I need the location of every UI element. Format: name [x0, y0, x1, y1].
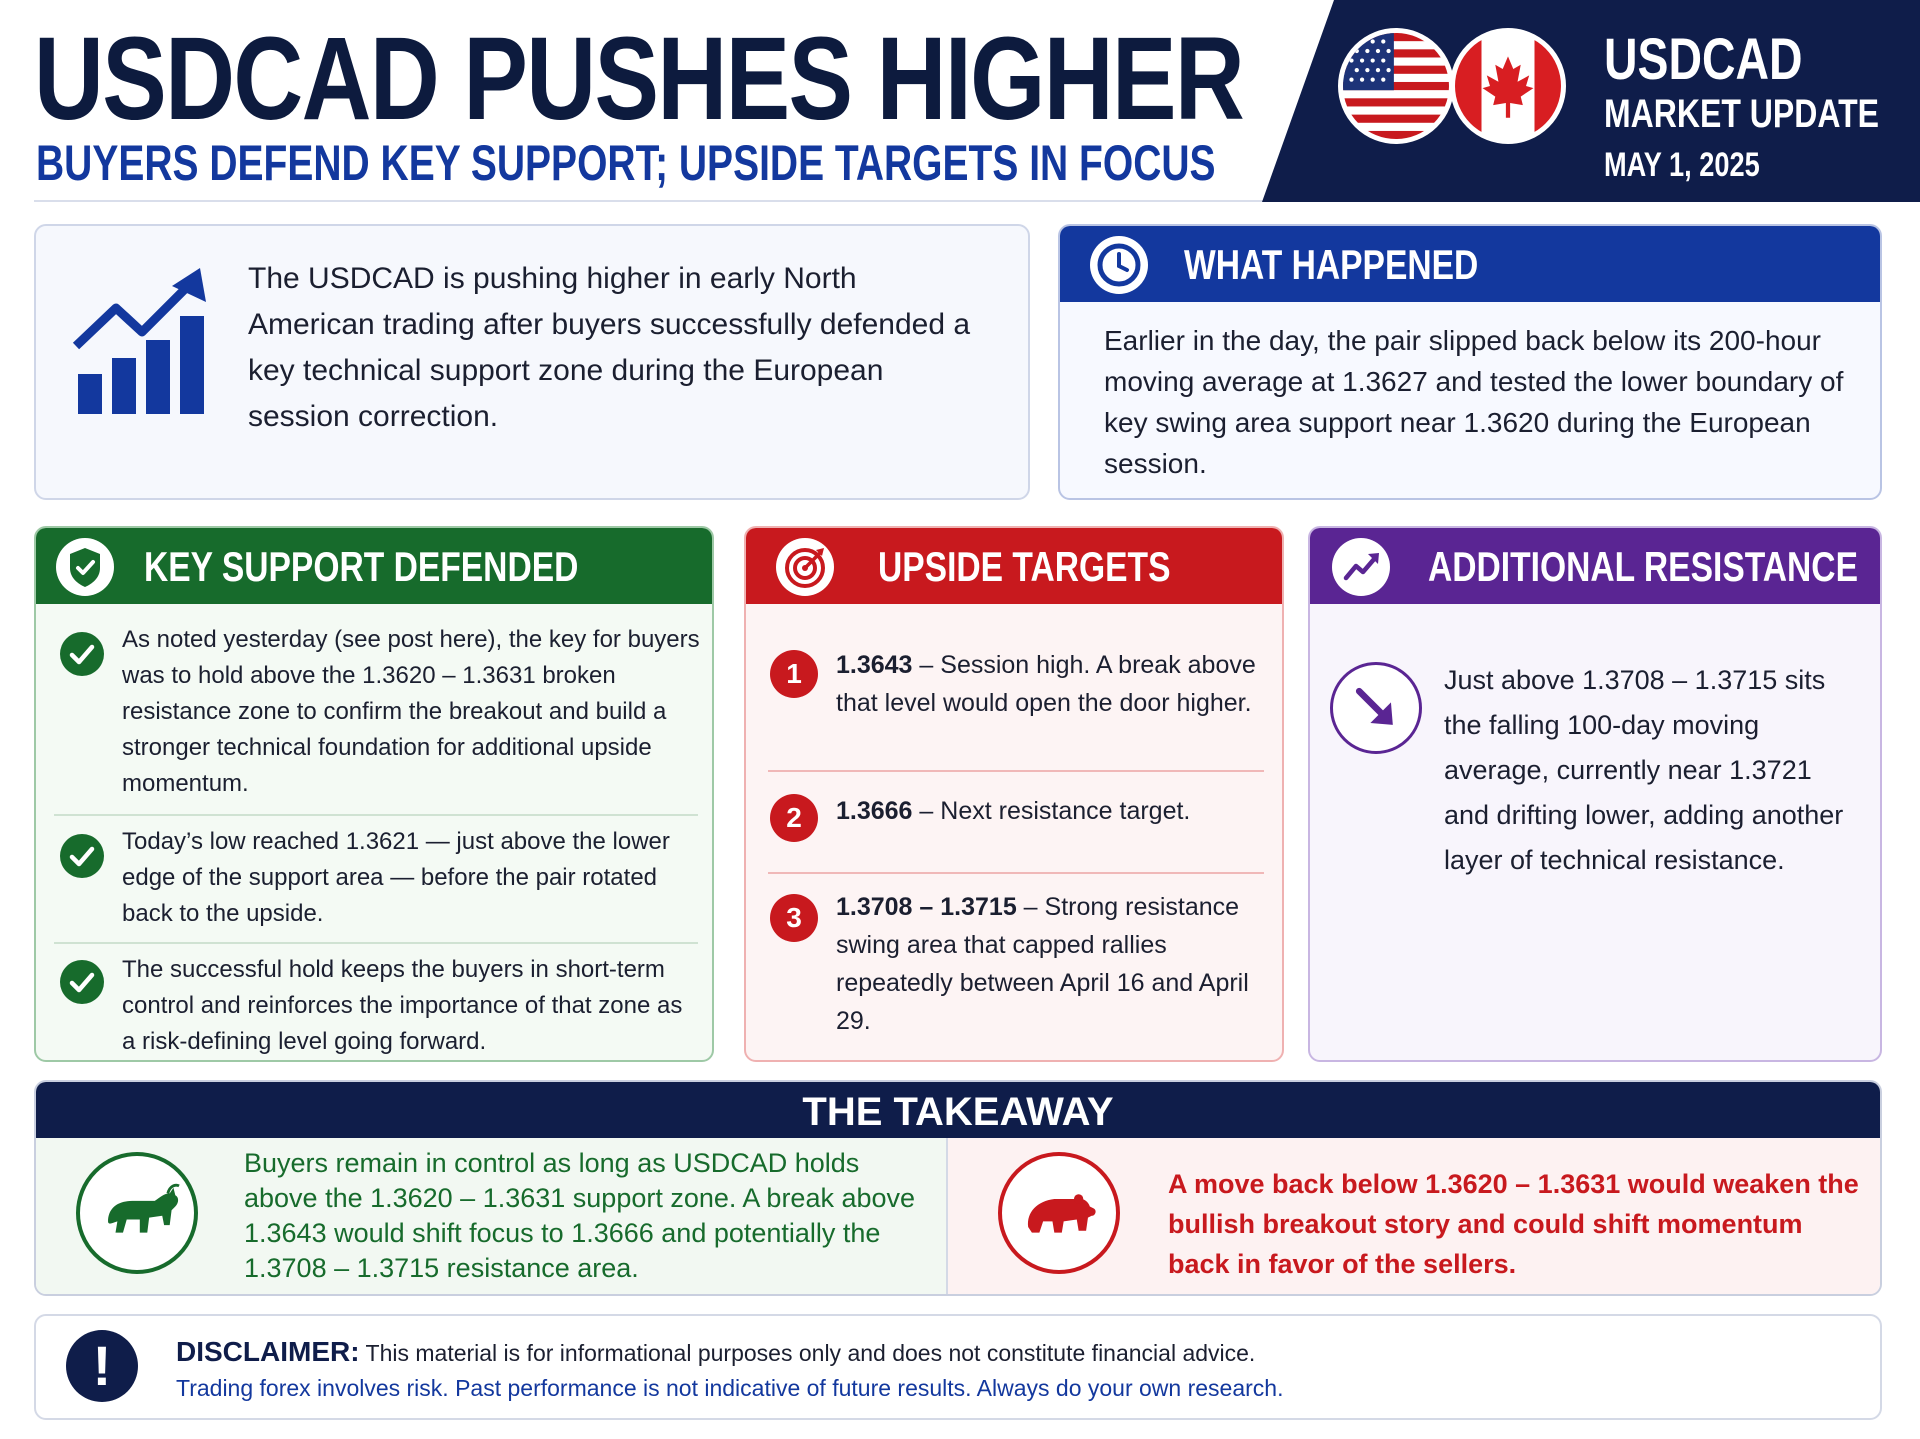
additional-resistance-header [1310, 528, 1880, 604]
intro-card [34, 224, 1030, 500]
upside-targets-card [744, 526, 1284, 1062]
additional-resistance-text: Just above 1.3708 – 1.3715 sits the falling 100-day moving average, currently near 1.3721 and drifting lower, adding another layer of technical resistance. [1444, 665, 1844, 875]
us-flag-icon [1338, 28, 1454, 144]
trend-up-icon [1332, 538, 1390, 596]
canada-flag-icon [1450, 28, 1566, 144]
target-number: 1 [770, 650, 818, 698]
target-level: 1.3666 [836, 797, 913, 825]
check-icon [60, 960, 104, 1004]
target-description: – Next resistance target. [912, 797, 1191, 825]
takeaway-title: THE TAKEAWAY [802, 1090, 1114, 1134]
what-happened-card [1058, 224, 1882, 500]
upside-targets-title: UPSIDE TARGETS [878, 543, 1171, 590]
support-item-text: As noted yesterday (see post here), the key for buyers was to hold above the 1.3620 – 1.3631 broken resistance zone to confirm the breakout and build a stronger technical foundation for additional upside momentum. [122, 626, 700, 797]
header-divider [34, 200, 1264, 202]
support-item-text: Today’s low reached 1.3621 — just above the lower edge of the support area — before the pair rotated back to the upside. [122, 828, 670, 927]
takeaway-bear-text: A move back below 1.3620 – 1.3631 would weaken the bullish breakout story and could shift momentum back in favor of the sellers. [1168, 1169, 1859, 1279]
target-number: 2 [770, 794, 818, 842]
disclaimer-line-1 [176, 1336, 1856, 1369]
additional-resistance-card [1308, 526, 1882, 1062]
what-happened-text: Earlier in the day, the pair slipped back below its 200-hour moving average at 1.3627 and tested the lower boundary of key swing area support near 1.3620 during the European session. [1104, 325, 1844, 479]
takeaway-card [34, 1080, 1882, 1296]
takeaway-bear-panel [948, 1138, 1882, 1296]
header-date: MAY 1, 2025 [1604, 146, 1760, 184]
upside-targets-header [746, 528, 1282, 604]
additional-resistance-title: ADDITIONAL RESISTANCE [1428, 543, 1858, 590]
key-support-title: KEY SUPPORT DEFENDED [144, 543, 579, 590]
target-item [836, 792, 1266, 830]
target-description: – Strong resistance swing area that capped rallies repeatedly between April 16 and April 29. [836, 893, 1249, 1035]
check-icon [60, 834, 104, 878]
what-happened-header [1060, 226, 1880, 302]
target-level: 1.3708 – 1.3715 [836, 893, 1017, 921]
bear-icon [998, 1152, 1120, 1274]
check-icon [60, 632, 104, 676]
target-item [836, 646, 1266, 722]
takeaway-bull-panel [36, 1138, 948, 1296]
what-happened-title: WHAT HAPPENED [1184, 241, 1479, 288]
target-item [836, 888, 1266, 1040]
disclaimer-card [34, 1314, 1882, 1420]
rising-bar-chart-icon [72, 262, 218, 418]
page-title: USDCAD PUSHES HIGHER [34, 13, 1244, 145]
support-divider [54, 814, 698, 816]
target-number: 3 [770, 894, 818, 942]
takeaway-bull-text: Buyers remain in control as long as USDCAD holds above the 1.3620 – 1.3631 support zone. A break above 1.3643 would shift focus to 1.3666 and potentially the 1.3708 – 1.3715 resistance area. [244, 1148, 916, 1283]
intro-text: The USDCAD is pushing higher in early North American trading after buyers successfully defended a key technical support zone during the European session correction. [248, 262, 971, 433]
disclaimer-label: DISCLAIMER: [176, 1336, 360, 1367]
takeaway-header [36, 1082, 1880, 1138]
shield-check-icon [56, 538, 114, 596]
page-subtitle: BUYERS DEFEND KEY SUPPORT; UPSIDE TARGETS IN FOCUS [36, 135, 1216, 191]
target-divider [768, 770, 1264, 772]
target-icon [776, 538, 834, 596]
exclamation-icon: ! [66, 1330, 138, 1402]
target-level: 1.3643 [836, 651, 913, 679]
header-pair: USDCAD [1604, 27, 1803, 92]
target-description: – Session high. A break above that level would open the door higher. [836, 651, 1256, 717]
bull-icon [76, 1152, 198, 1274]
disclaimer-text-1: This material is for informational purposes only and does not constitute financial advice. [359, 1340, 1256, 1366]
key-support-card [34, 526, 714, 1062]
support-item-text: The successful hold keeps the buyers in short-term control and reinforces the importance of that zone as a risk-defining level going forward. [122, 956, 683, 1055]
support-divider [54, 942, 698, 944]
disclaimer-line-2: Trading forex involves risk. Past performance is not indicative of future results. Always do your own research. [176, 1375, 1284, 1401]
header-kind: MARKET UPDATE [1604, 92, 1879, 136]
target-divider [768, 872, 1264, 874]
arrow-down-right-icon [1330, 662, 1422, 754]
clock-icon [1090, 236, 1148, 294]
key-support-header [36, 528, 712, 604]
